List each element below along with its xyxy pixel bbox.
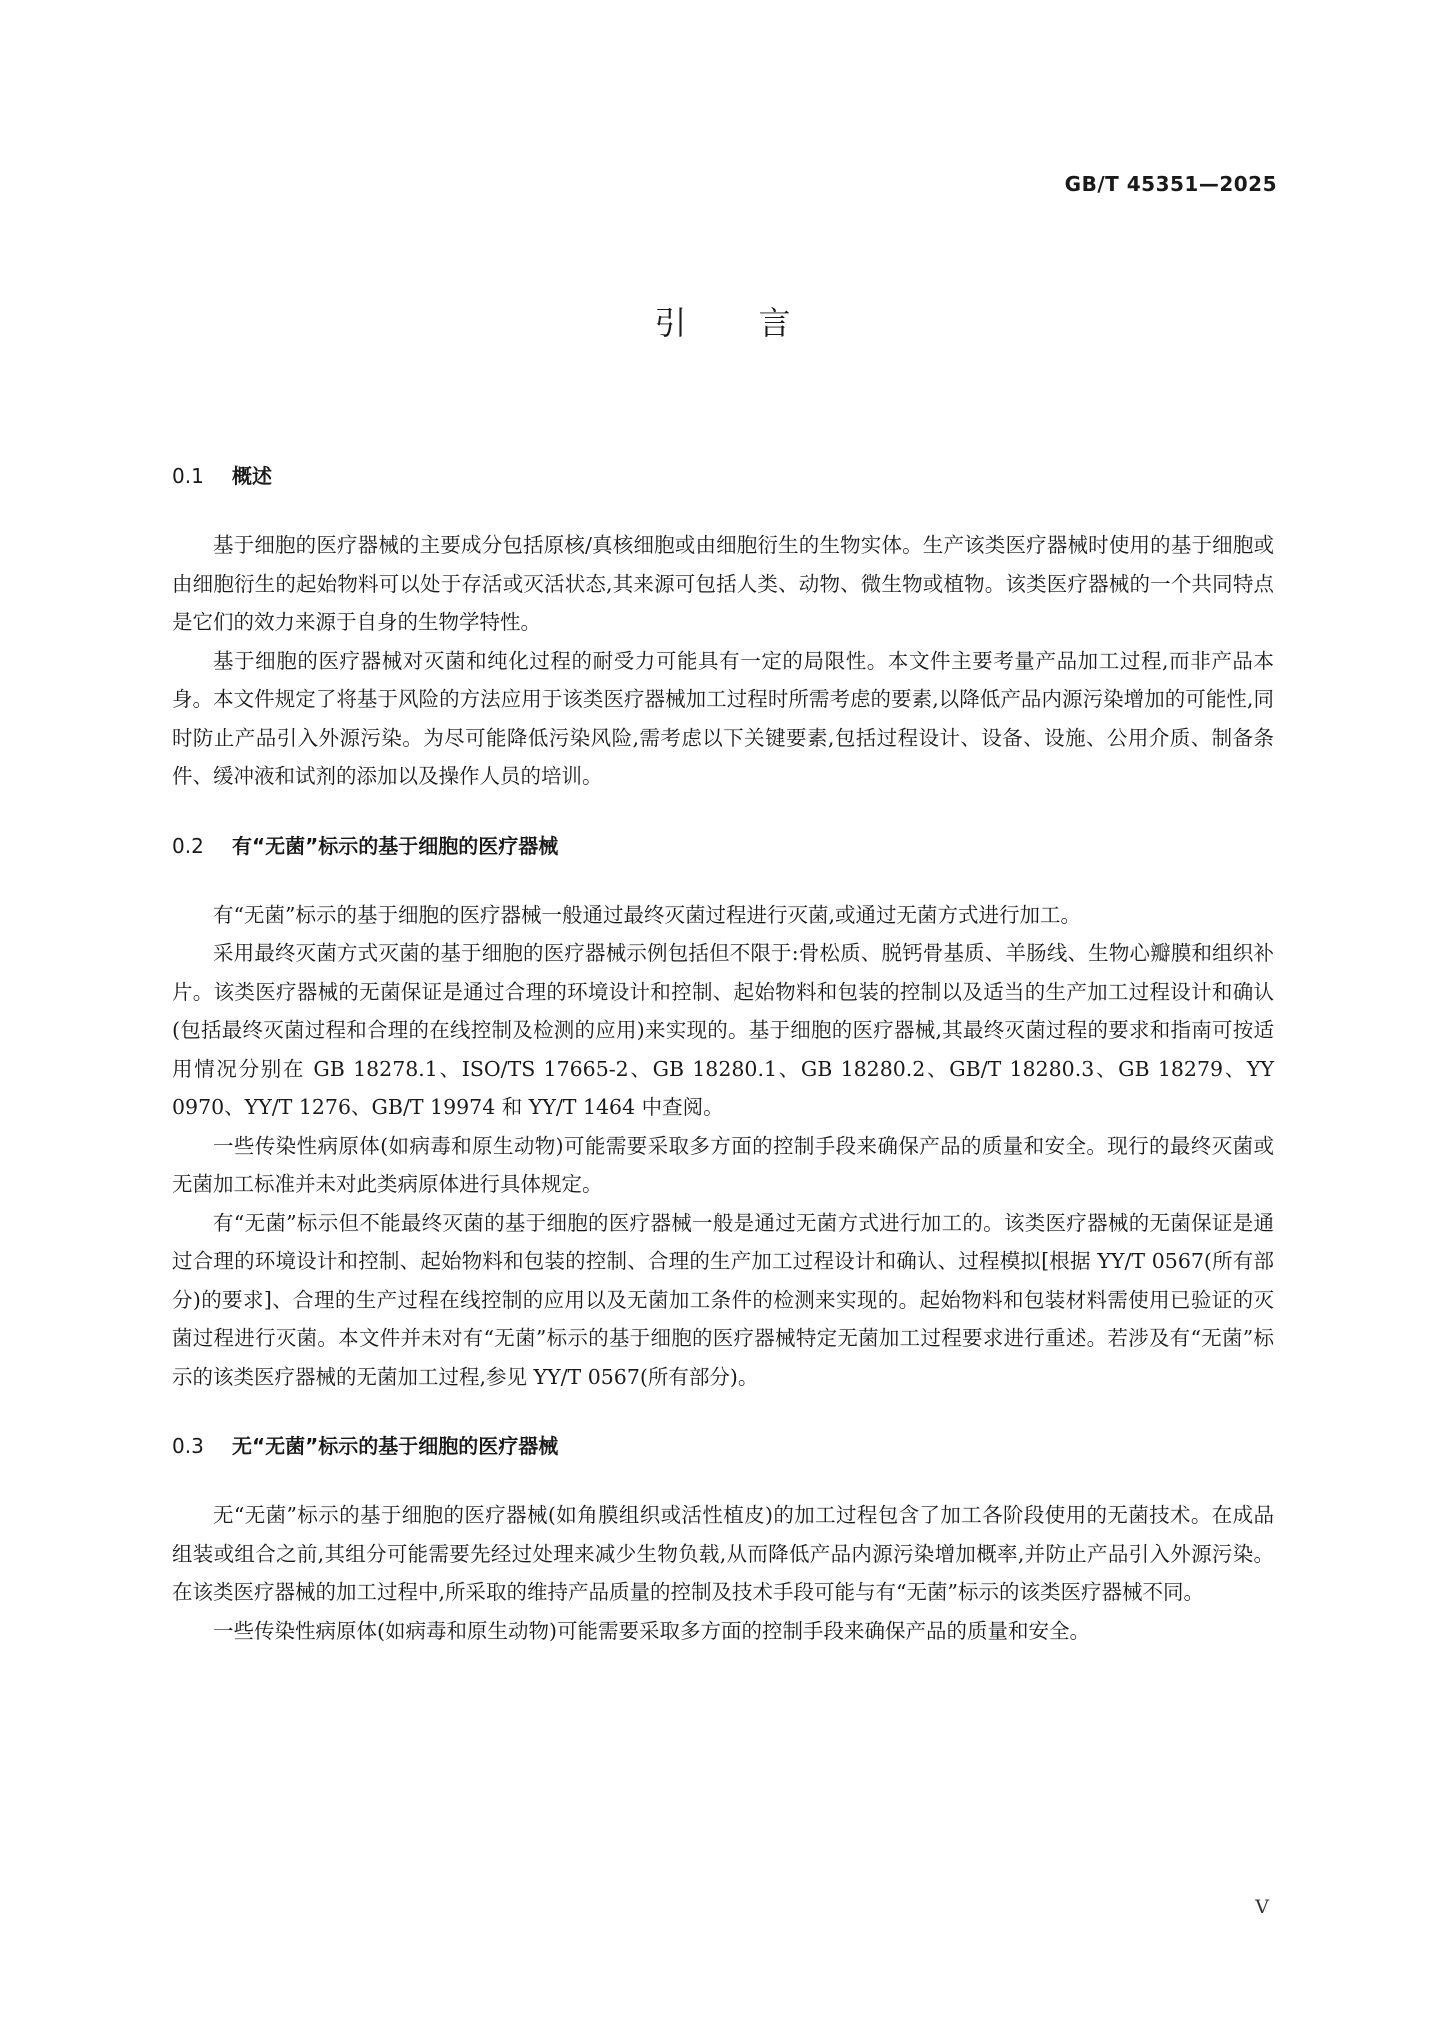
paragraph: 一些传染性病原体(如病毒和原生动物)可能需要采取多方面的控制手段来确保产品的质量和安全。 [213, 1618, 1090, 1643]
section-title: 概述 [232, 464, 272, 488]
paragraph: 基于细胞的医疗器械的主要成分包括原核/真核细胞或由细胞衍生的生物实体。生产该类医疗器械时使用的基于细胞或由细胞衍生的起始物料可以处于存活或灭活状态,其来源可包括人类、动物、微生物或植物。该类医疗器械的一个共同特点是它们的效力来源于自身的生物学特性。 [172, 533, 1274, 634]
section-title: 无“无菌”标示的基于细胞的医疗器械 [232, 1434, 559, 1458]
paragraph: 有“无菌”标示的基于细胞的医疗器械一般通过最终灭菌过程进行灭菌,或通过无菌方式进行加工。 [213, 902, 1081, 927]
section-number: 0.1 [172, 464, 204, 488]
paragraph: 无“无菌”标示的基于细胞的医疗器械(如角膜组织或活性植皮)的加工过程包含了加工各阶段使用的无菌技术。在成品组装或组合之前,其组分可能需要先经过处理来减少生物负载,从而降低产品内源污染增加概率,并防止产品引入外源污染。在该类医疗器械的加工过程中,所采取的维持产品质量的控制及技术手段可能与有“无菌”标示的该类医疗器械不同。 [172, 1503, 1274, 1604]
section-number: 0.2 [172, 833, 204, 858]
section-number: 0.3 [172, 1434, 204, 1458]
document-body [172, 462, 1274, 1650]
paragraph: 有“无菌”标示但不能最终灭菌的基于细胞的医疗器械一般是通过无菌方式进行加工的。该类医疗器械的无菌保证是通过合理的环境设计和控制、起始物料和包装的控制、合理的生产加工过程设计和确认、过程模拟[根据 YY/T 0567(所有部分)的要求]、合理的生产过程在线控制的应用以及无菌加工条件的检测来实现的。起始物料和包装材料需使用已验证的灭菌过程进行灭菌。本文件并未对有“无菌”标示的基于细胞的医疗器械特定无菌加工过程要求进行重述。若涉及有“无菌”标示的该类医疗器械的无菌加工过程,参见 YY/T 0567(所有部分)。 [172, 1210, 1274, 1389]
page-title: 引言 [654, 304, 863, 342]
paragraph: 基于细胞的医疗器械对灭菌和纯化过程的耐受力可能具有一定的局限性。本文件主要考量产品加工过程,而非产品本身。本文件规定了将基于风险的方法应用于该类医疗器械加工过程时所需考虑的要素,以降低产品内源污染增加的可能性,同时防止产品引入外源污染。为尽可能降低污染风险,需考虑以下关键要素,包括过程设计、设备、设施、公用介质、制备条件、缓冲液和试剂的添加以及操作人员的培训。 [172, 648, 1274, 788]
document-code: GB/T 45351—2025 [1064, 172, 1277, 196]
section-0-1 [172, 462, 1274, 796]
paragraph: 采用最终灭菌方式灭菌的基于细胞的医疗器械示例包括但不限于:骨松质、脱钙骨基质、羊肠线、生物心瓣膜和组织补片。该类医疗器械的无菌保证是通过合理的环境设计和控制、起始物料和包装的控制以及适当的生产加工过程设计和确认(包括最终灭菌过程和合理的在线控制及检测的应用)来实现的。基于细胞的医疗器械,其最终灭菌过程的要求和指南可按适用情况分别在 GB 18278.1、ISO/TS 17665-2、GB 18280.1、GB 18280.2、GB/T 18280.3、GB 18279、YY 0970、YY/T 1276、GB/T 19974 和 YY/T 1464 中查阅。 [172, 941, 1274, 1119]
section-0-2 [172, 832, 1274, 1397]
paragraph: 一些传染性病原体(如病毒和原生动物)可能需要采取多方面的控制手段来确保产品的质量和安全。现行的最终灭菌或无菌加工标准并未对此类病原体进行具体规定。 [172, 1133, 1274, 1196]
page-number: V [1255, 1896, 1269, 1918]
section-heading [172, 832, 1274, 860]
section-title: 有“无菌”标示的基于细胞的医疗器械 [232, 833, 559, 858]
section-heading [172, 462, 1274, 490]
section-heading [172, 1432, 1274, 1460]
section-0-3 [172, 1432, 1274, 1650]
